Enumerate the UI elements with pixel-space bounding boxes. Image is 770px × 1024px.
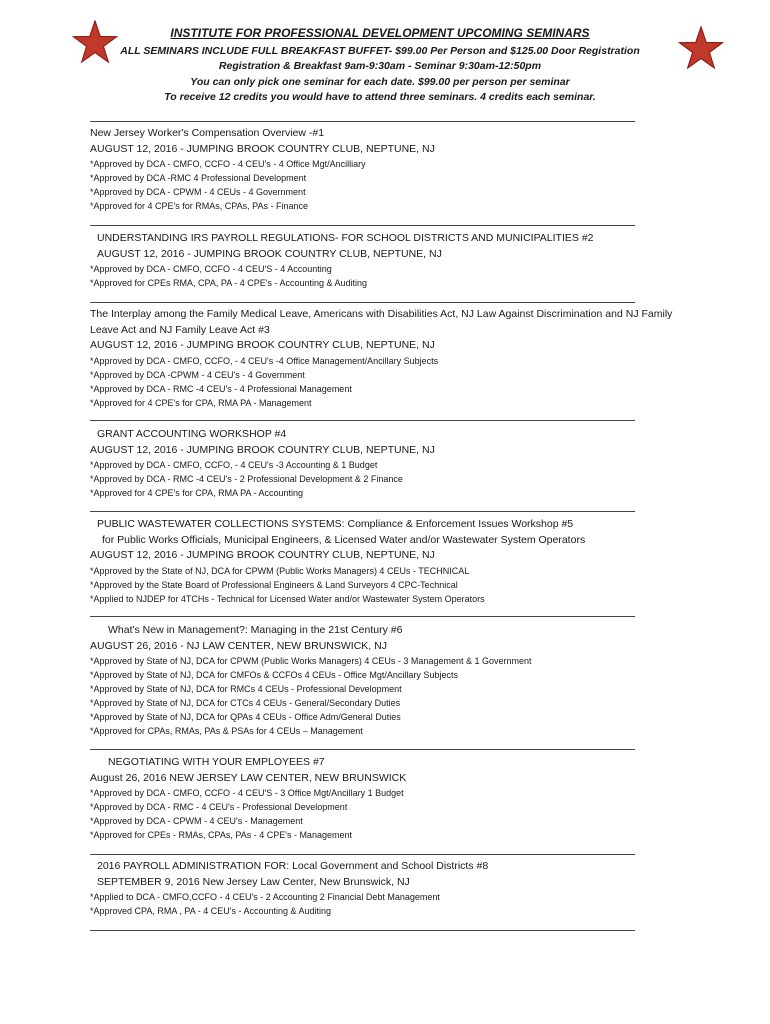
header-line-schedule: Registration & Breakfast 9am-9:30am - Seminar 9:30am-12:50pm	[218, 60, 542, 72]
approval-item: *Approved by DCA -CPWM - 4 CEU's - 4 Government	[90, 369, 305, 380]
header-line-rule: You can only pick one seminar for each date. $99.00 per person per seminar	[190, 75, 570, 88]
approval-item: *Approved by State of NJ, DCA for QPAs 4 CEUs - Office Adm/General Duties	[90, 712, 401, 722]
star-icon	[678, 26, 724, 72]
seminar-8	[90, 859, 700, 918]
seminar-1	[90, 126, 700, 213]
seminar-date-location: SEPTEMBER 9, 2016 New Jersey Law Center, New Brunswick, NJ	[97, 875, 410, 888]
approval-item: *Applied to NJDEP for 4TCHs - Technical for Licensed Water and/or Wastewater System Operators	[90, 593, 485, 604]
approval-item: *Approved by the State of NJ, DCA for CPWM (Public Works Managers) 4 CEUs - TECHNICAL	[90, 565, 470, 576]
separator-line	[90, 302, 635, 303]
seminar-3	[90, 307, 700, 410]
approval-item: *Approved for 4 CPE's for RMAs, CPAs, PAs - Finance	[90, 201, 308, 211]
seminar-date-location: AUGUST 26, 2016 - NJ LAW CENTER, NEW BRUNSWICK, NJ	[90, 639, 387, 652]
approval-item: *Approved for 4 CPE's for CPA, RMA PA - Accounting	[90, 488, 303, 498]
separator-line	[90, 749, 635, 750]
approval-item: *Approved by DCA - CPWM - 4 CEU's - Management	[90, 816, 303, 826]
seminar-6	[90, 623, 700, 738]
approval-item: *Approved by State of NJ, DCA for RMCs 4 CEUs - Professional Development	[90, 684, 402, 694]
seminar-title: The Interplay among the Family Medical Leave, Americans with Disabilities Act, NJ Law Against Discrimination and NJ Family Leave Act and NJ Family Leave Act #3	[90, 308, 673, 336]
document-header	[120, 26, 640, 106]
approval-item: *Approved by the State Board of Professional Engineers & Land Surveyors 4 CPC-Technical	[90, 579, 458, 590]
approval-item: *Applied to DCA - CMFO,CCFO - 4 CEU's - 2 Accounting 2 Financial Debt Management	[90, 892, 440, 902]
seminar-date-location: AUGUST 12, 2016 - JUMPING BROOK COUNTRY CLUB, NEPTUNE, NJ	[90, 549, 435, 561]
document-title: INSTITUTE FOR PROFESSIONAL DEVELOPMENT UPCOMING SEMINARS	[170, 26, 590, 40]
approval-item: *Approved for 4 CPE's for CPA, RMA PA - Management	[90, 397, 312, 408]
seminar-title: PUBLIC WASTEWATER COLLECTIONS SYSTEMS: Compliance & Enforcement Issues Workshop #5	[97, 518, 574, 530]
approval-item: *Approved by DCA - CPWM - 4 CEUs - 4 Government	[90, 187, 306, 197]
header-line-credits: To receive 12 credits you would have to attend three seminars. 4 credits each seminar.	[164, 91, 596, 103]
header-line-pricing: ALL SEMINARS INCLUDE FULL BREAKFAST BUFFET- $99.00 Per Person and $125.00 Door Registration	[120, 44, 640, 57]
approval-item: *Approved by DCA - CMFO, CCFO - 4 CEU'S - 4 Accounting	[90, 264, 332, 274]
star-icon	[72, 20, 118, 66]
approval-item: *Approved by State of NJ, DCA for CMFOs & CCFOs 4 CEUs - Office Mgt/Ancillary Subjects	[90, 670, 458, 680]
seminar-4	[90, 427, 700, 500]
seminar-date-location: AUGUST 12, 2016 - JUMPING BROOK COUNTRY CLUB, NEPTUNE, NJ	[90, 339, 435, 351]
approval-item: *Approved by DCA - CMFO, CCFO, - 4 CEU's -4 Office Management/Ancillary Subjects	[90, 355, 439, 366]
seminar-title: What's New in Management?: Managing in the 21st Century #6	[108, 624, 403, 636]
seminar-date-location: AUGUST 12, 2016 - JUMPING BROOK COUNTRY CLUB, NEPTUNE, NJ	[97, 247, 442, 260]
approval-item: *Approved by State of NJ, DCA for CTCs 4 CEUs - General/Secondary Duties	[90, 698, 401, 708]
seminar-title: UNDERSTANDING IRS PAYROLL REGULATIONS- FOR SCHOOL DISTRICTS AND MUNICIPALITIES #2	[97, 232, 594, 244]
approval-item: *Approved for CPEs - RMAs, CPAs, PAs - 4 CPE's - Management	[90, 830, 352, 840]
seminar-title: NEGOTIATING WITH YOUR EMPLOYEES #7	[108, 756, 325, 768]
seminar-date-location: AUGUST 12, 2016 - JUMPING BROOK COUNTRY CLUB, NEPTUNE, NJ	[90, 443, 435, 456]
seminar-title: New Jersey Worker's Compensation Overview -#1	[90, 127, 325, 139]
approval-item: *Approved for CPAs, RMAs, PAs & PSAs for 4 CEUs – Management	[90, 726, 363, 736]
approval-item: *Approved by DCA -RMC 4 Professional Development	[90, 173, 307, 183]
approval-item: *Approved by DCA - CMFO, CCFO - 4 CEU'S - 3 Office Mgt/Ancillary 1 Budget	[90, 788, 404, 798]
seminar-5	[90, 517, 700, 606]
seminar-title: 2016 PAYROLL ADMINISTRATION FOR: Local Government and School Districts #8	[97, 860, 489, 872]
approval-item: *Approved by DCA - RMC -4 CEU's - 2 Professional Development & 2 Finance	[90, 474, 403, 484]
approval-item: *Approved for CPEs RMA, CPA, PA - 4 CPE's - Accounting & Auditing	[90, 278, 368, 288]
separator-line	[90, 121, 635, 122]
seminar-2	[90, 231, 700, 290]
approval-item: *Approved by DCA - CMFO, CCFO - 4 CEU's - 4 Office Mgt/Ancilliary	[90, 159, 366, 169]
seminar-subtitle: for Public Works Officials, Municipal Engineers, & Licensed Water and/or Wastewater System Operators	[102, 533, 586, 546]
approval-item: *Approved by DCA - RMC - 4 CEU's - Professional Development	[90, 802, 348, 812]
approval-item: *Approved by DCA - CMFO, CCFO, - 4 CEU's -3 Accounting & 1 Budget	[90, 460, 378, 470]
seminar-date-location: AUGUST 12, 2016 - JUMPING BROOK COUNTRY CLUB, NEPTUNE, NJ	[90, 142, 435, 155]
separator-line	[90, 511, 635, 512]
separator-line	[90, 854, 635, 855]
separator-line	[90, 420, 635, 421]
separator-line	[90, 225, 635, 226]
seminar-date-location: August 26, 2016 NEW JERSEY LAW CENTER, NEW BRUNSWICK	[90, 771, 407, 784]
approval-item: *Approved by DCA - RMC -4 CEU's - 4 Professional Management	[90, 383, 352, 394]
approval-item: *Approved CPA, RMA , PA - 4 CEU's - Accounting & Auditing	[90, 906, 332, 916]
separator-line	[90, 930, 635, 931]
separator-line	[90, 616, 635, 617]
seminar-title: GRANT ACCOUNTING WORKSHOP #4	[97, 428, 287, 440]
seminar-7	[90, 755, 700, 842]
approval-item: *Approved by State of NJ, DCA for CPWM (Public Works Managers) 4 CEUs - 3 Management & 1 Government	[90, 656, 532, 666]
